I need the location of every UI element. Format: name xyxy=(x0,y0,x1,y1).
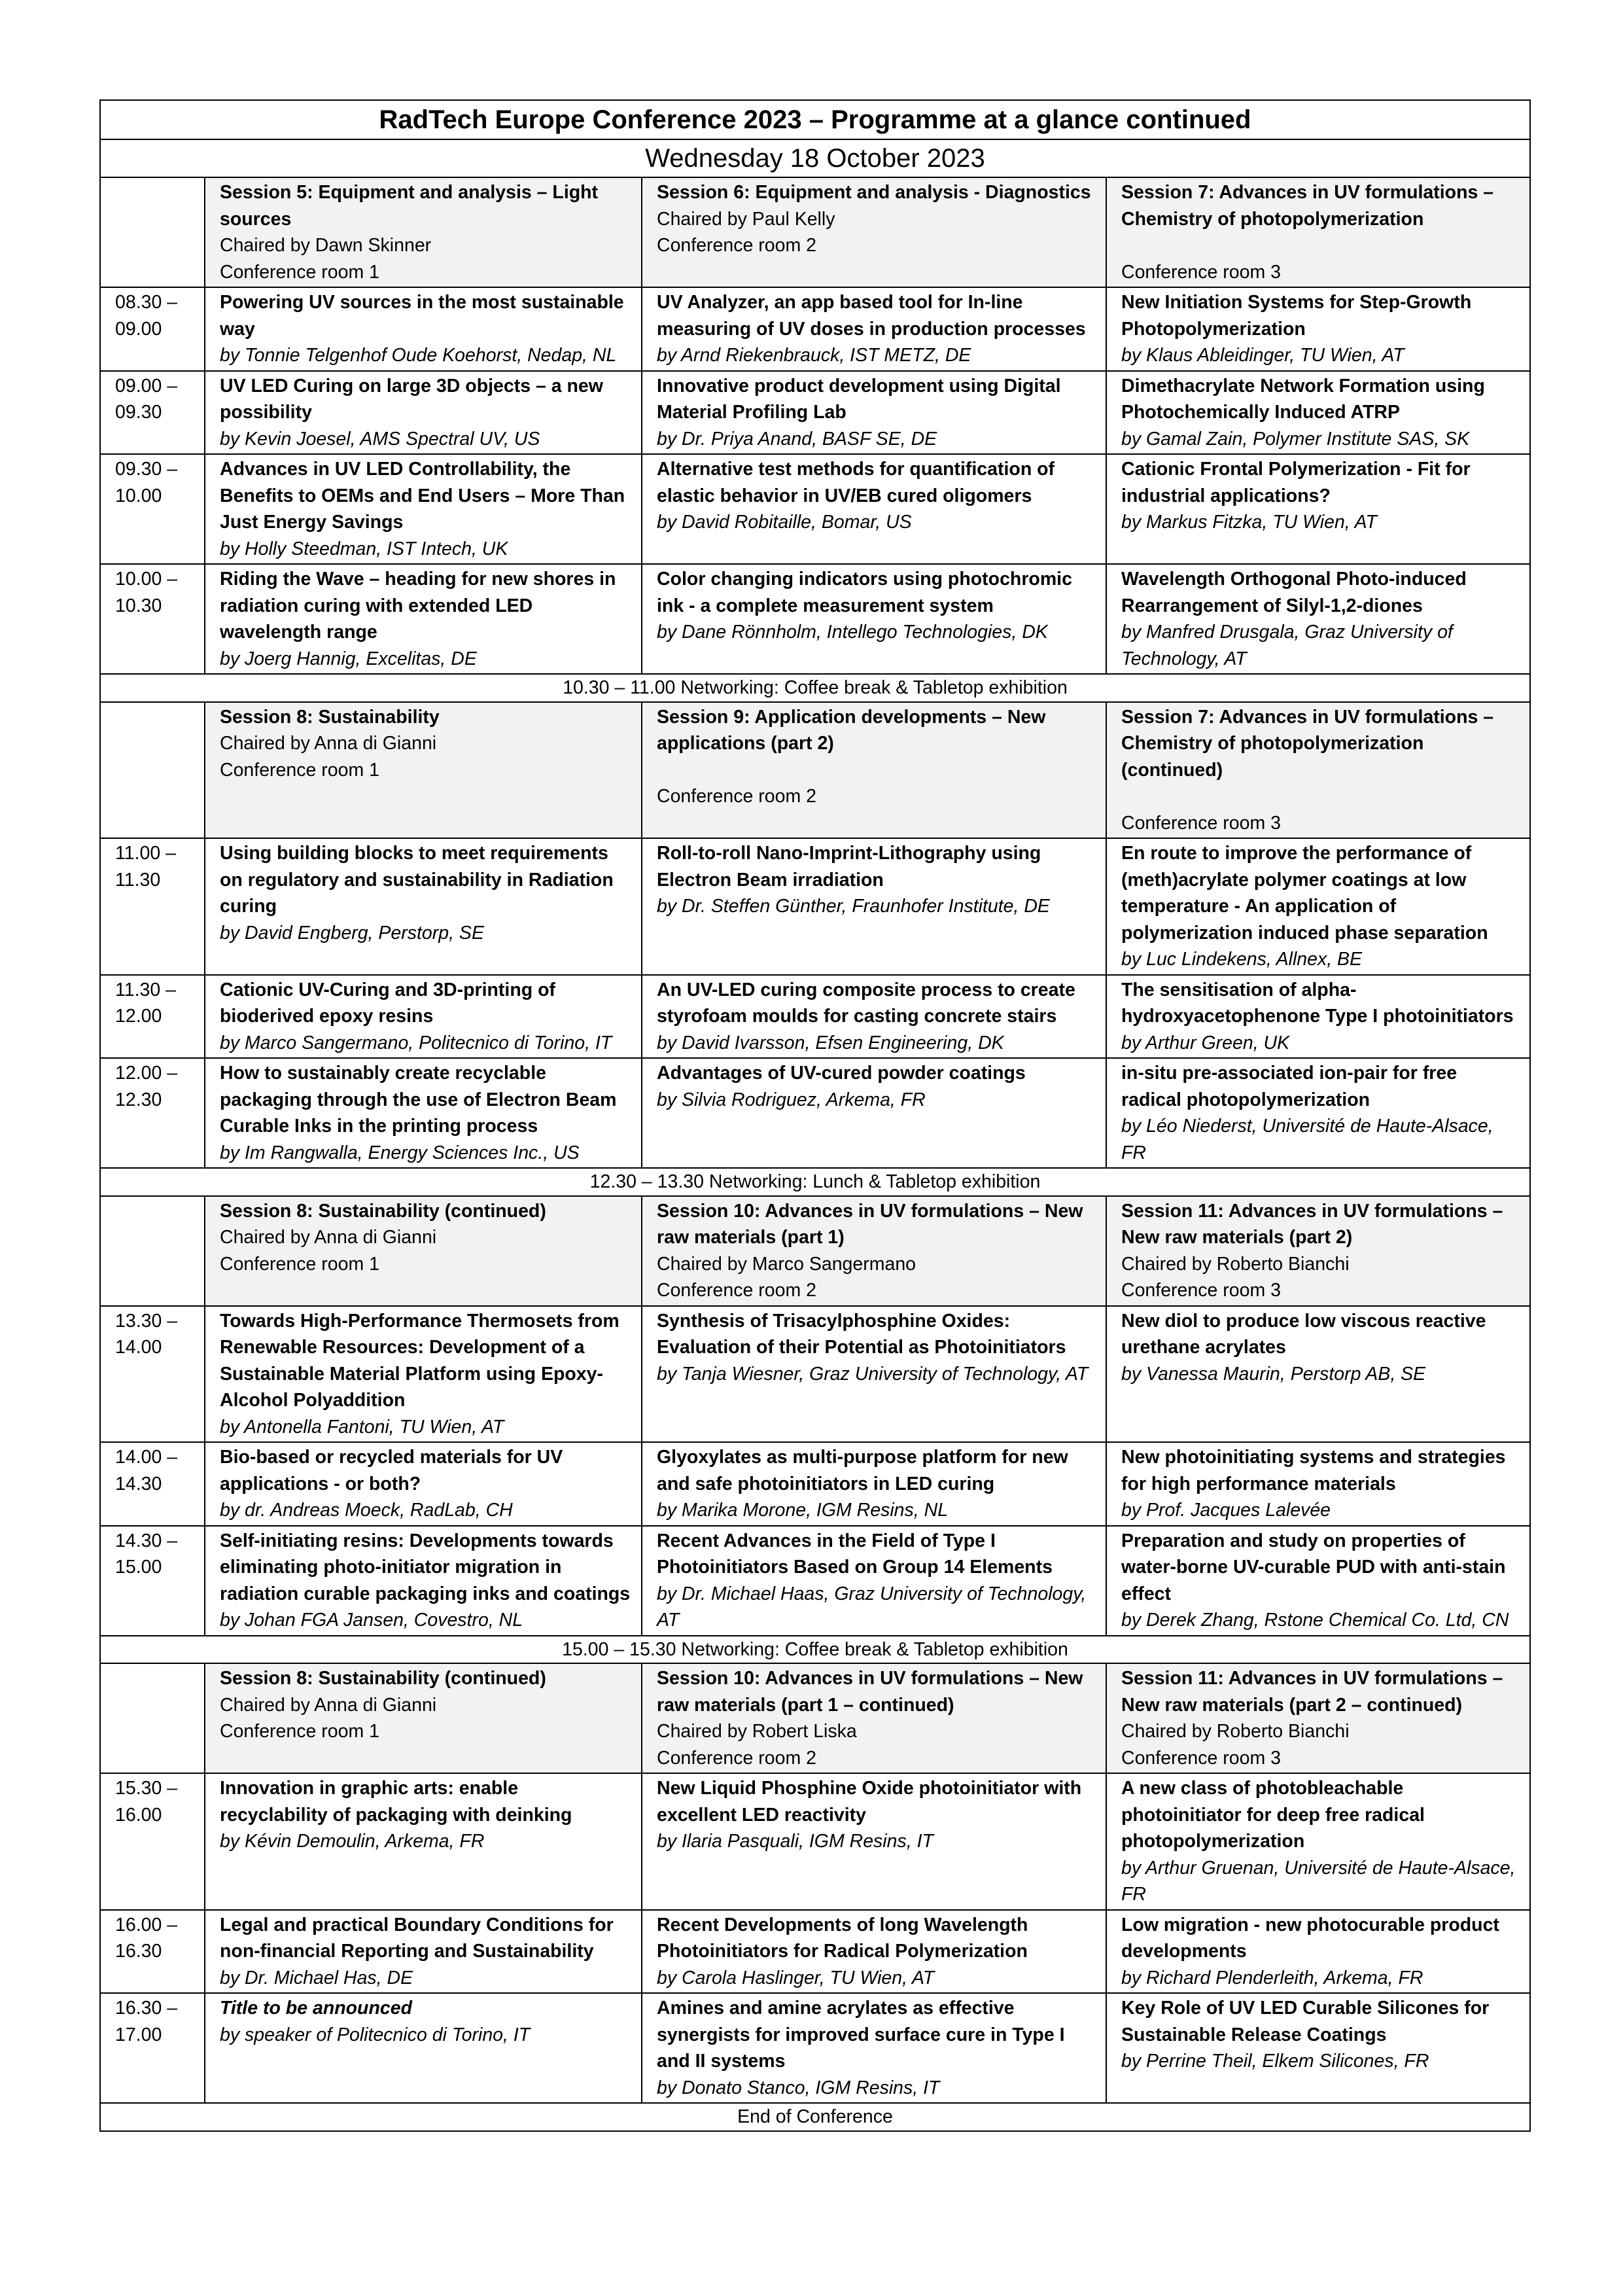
time-slot-row xyxy=(100,1526,1530,1636)
talk-title: New Liquid Phosphine Oxide photoinitiator with excellent LED reactivity xyxy=(657,1778,1082,1826)
session-header-cell xyxy=(642,177,1106,287)
talk-title: Wavelength Orthogonal Photo-induced Rearrangement of Silyl-1,2-diones xyxy=(1121,569,1467,616)
talk-title: A new class of photobleachable photoinitiator for deep free radical photopolymerization xyxy=(1121,1778,1425,1852)
session-name: Session 7: Advances in UV formulations – Chemistry of photopolymerization (continued) xyxy=(1121,706,1494,781)
talk-cell xyxy=(1106,564,1530,674)
talk-speaker: by David Engberg, Perstorp, SE xyxy=(220,922,484,944)
time-slot: 14.00 – 14.30 xyxy=(100,1442,205,1526)
talk-speaker: by Johan FGA Jansen, Covestro, NL xyxy=(220,1610,523,1631)
session-room: Conference room 1 xyxy=(220,1253,379,1275)
talk-title: UV Analyzer, an app based tool for In-line measuring of UV doses in production processes xyxy=(657,292,1086,340)
title-row xyxy=(100,100,1530,139)
talk-cell xyxy=(1106,838,1530,975)
talk-speaker: by Kévin Demoulin, Arkema, FR xyxy=(220,1831,485,1852)
talk-cell xyxy=(205,1058,642,1168)
session-room: Conference room 2 xyxy=(657,786,816,807)
talk-title: The sensitisation of alpha-hydroxyacetophenone Type I photoinitiators xyxy=(1121,979,1514,1027)
session-name: Session 8: Sustainability (continued) xyxy=(220,1668,546,1689)
talk-title: Low migration - new photocurable product developments xyxy=(1121,1914,1499,1962)
break-row xyxy=(100,1168,1530,1196)
time-slot-row xyxy=(100,1910,1530,1994)
session-header-cell xyxy=(205,702,642,839)
session-chair: Chaired by Roberto Bianchi xyxy=(1121,1721,1350,1742)
time-slot-row xyxy=(100,1773,1530,1910)
session-chair: Chaired by Dawn Skinner xyxy=(220,235,432,256)
time-slot: 11.00 – 11.30 xyxy=(100,838,205,975)
talk-cell xyxy=(1106,1442,1530,1526)
talk-speaker: by Vanessa Maurin, Perstorp AB, SE xyxy=(1121,1363,1426,1385)
talk-title: Cationic Frontal Polymerization - Fit for industrial applications? xyxy=(1121,459,1471,506)
time-slot: 09.30 – 10.00 xyxy=(100,454,205,564)
talk-cell xyxy=(1106,1910,1530,1994)
session-header-row xyxy=(100,177,1530,287)
talk-title: Amines and amine acrylates as effective synergists for improved surface cure in Type I and II systems xyxy=(657,1998,1065,2072)
time-slot: 15.30 – 16.00 xyxy=(100,1773,205,1910)
talk-title: Alternative test methods for quantification of elastic behavior in UV/EB cured oligomers xyxy=(657,459,1055,506)
talk-speaker: by David Ivarsson, Efsen Engineering, DK xyxy=(657,1032,1004,1053)
talk-title: How to sustainably create recyclable packaging through the use of Electron Beam Curable Inks in the printing process xyxy=(220,1063,617,1137)
session-header-cell xyxy=(1106,1663,1530,1773)
talk-title: Key Role of UV LED Curable Silicones for Sustainable Release Coatings xyxy=(1121,1998,1490,2045)
session-header-cell xyxy=(1106,177,1530,287)
time-cell-empty xyxy=(100,1663,205,1773)
session-room: Conference room 1 xyxy=(220,759,379,781)
talk-cell xyxy=(1106,1773,1530,1910)
time-slot-row xyxy=(100,1306,1530,1443)
session-header-cell xyxy=(205,177,642,287)
networking-break: 12.30 – 13.30 Networking: Lunch & Tabletop exhibition xyxy=(100,1168,1530,1196)
talk-cell xyxy=(1106,1058,1530,1168)
talk-title: Roll-to-roll Nano-Imprint-Lithography using Electron Beam irradiation xyxy=(657,843,1041,891)
talk-title: Legal and practical Boundary Conditions for non-financial Reporting and Sustainability xyxy=(220,1914,614,1962)
talk-title: Color changing indicators using photochromic ink - a complete measurement system xyxy=(657,569,1072,616)
break-row xyxy=(100,1636,1530,1664)
session-header-cell xyxy=(642,1196,1106,1306)
talk-speaker: by Tanja Wiesner, Graz University of Technology, AT xyxy=(657,1363,1089,1385)
programme-body xyxy=(100,100,1530,2131)
talk-speaker: by Im Rangwalla, Energy Sciences Inc., US xyxy=(220,1142,580,1163)
break-row xyxy=(100,2103,1530,2131)
talk-speaker: by Léo Niederst, Université de Haute-Alsace, FR xyxy=(1121,1116,1493,1163)
time-slot-row xyxy=(100,371,1530,455)
time-slot-row xyxy=(100,1442,1530,1526)
time-slot-row xyxy=(100,1993,1530,2103)
talk-speaker: by Luc Lindekens, Allnex, BE xyxy=(1121,949,1363,970)
talk-title: Self-initiating resins: Developments towards eliminating photo-initiator migration in radiation curable packaging inks and coatings xyxy=(220,1530,631,1604)
talk-title: Synthesis of Trisacylphosphine Oxides: Evaluation of their Potential as Photoinitiators xyxy=(657,1310,1066,1358)
session-room: Conference room 1 xyxy=(220,261,379,283)
talk-speaker: by Marika Morone, IGM Resins, NL xyxy=(657,1500,949,1521)
talk-cell xyxy=(205,1526,642,1636)
talk-speaker: by Richard Plenderleith, Arkema, FR xyxy=(1121,1967,1423,1988)
talk-title: Preparation and study on properties of water-borne UV-curable PUD with anti-stain effect xyxy=(1121,1530,1506,1604)
talk-cell xyxy=(205,1993,642,2103)
session-room: Conference room 2 xyxy=(657,1747,816,1769)
talk-title: Using building blocks to meet requirements on regulatory and sustainability in Radiation curing xyxy=(220,843,614,917)
session-chair: Chaired by Anna di Gianni xyxy=(220,1694,437,1716)
talk-title: Innovative product development using Digital Material Profiling Lab xyxy=(657,375,1061,423)
session-room: Conference room 3 xyxy=(1121,261,1281,283)
talk-title: Title to be announced xyxy=(220,1998,412,2019)
end-of-conference: End of Conference xyxy=(100,2103,1530,2131)
talk-speaker: by Donato Stanco, IGM Resins, IT xyxy=(657,2077,940,2098)
talk-title: Powering UV sources in the most sustainable way xyxy=(220,292,624,340)
time-slot-row xyxy=(100,1058,1530,1168)
session-name: Session 10: Advances in UV formulations – New raw materials (part 1 – continued) xyxy=(657,1668,1083,1716)
talk-title: Innovation in graphic arts: enable recyclability of packaging with deinking xyxy=(220,1778,572,1826)
talk-speaker: by Arthur Gruenan, Université de Haute-Alsace, FR xyxy=(1121,1857,1516,1905)
networking-break: 10.30 – 11.00 Networking: Coffee break & Tabletop exhibition xyxy=(100,674,1530,702)
session-chair: Chaired by Marco Sangermano xyxy=(657,1253,916,1275)
session-header-cell xyxy=(1106,702,1530,839)
session-chair: Chaired by Roberto Bianchi xyxy=(1121,1253,1350,1275)
talk-title: Dimethacrylate Network Formation using Photochemically Induced ATRP xyxy=(1121,375,1485,423)
session-name: Session 11: Advances in UV formulations – New raw materials (part 2 – continued) xyxy=(1121,1668,1503,1716)
time-slot-row xyxy=(100,287,1530,371)
talk-cell xyxy=(1106,1526,1530,1636)
talk-cell xyxy=(205,1910,642,1994)
session-header-cell xyxy=(642,702,1106,839)
talk-cell xyxy=(642,564,1106,674)
session-header-cell xyxy=(642,1663,1106,1773)
talk-cell xyxy=(642,454,1106,564)
talk-title: in-situ pre-associated ion-pair for free radical photopolymerization xyxy=(1121,1063,1457,1110)
talk-cell xyxy=(205,1442,642,1526)
talk-cell xyxy=(1106,1306,1530,1443)
time-cell-empty xyxy=(100,177,205,287)
session-header-cell xyxy=(205,1663,642,1773)
talk-title: New diol to produce low viscous reactive urethane acrylates xyxy=(1121,1310,1486,1358)
talk-cell xyxy=(642,1058,1106,1168)
talk-speaker: by Holly Steedman, IST Intech, UK xyxy=(220,538,508,559)
session-room: Conference room 2 xyxy=(657,235,816,256)
time-slot: 10.00 – 10.30 xyxy=(100,564,205,674)
talk-speaker: by Manfred Drusgala, Graz University of Technology, AT xyxy=(1121,622,1453,669)
talk-title: Bio-based or recycled materials for UV applications - or both? xyxy=(220,1447,563,1494)
talk-title: UV LED Curing on large 3D objects – a new possibility xyxy=(220,375,603,423)
talk-speaker: by Dane Rönnholm, Intellego Technologies, DK xyxy=(657,622,1048,643)
session-header-cell xyxy=(205,1196,642,1306)
talk-cell xyxy=(642,1306,1106,1443)
talk-cell xyxy=(642,287,1106,371)
talk-cell xyxy=(1106,454,1530,564)
session-room: Conference room 3 xyxy=(1121,1747,1281,1769)
session-name: Session 5: Equipment and analysis – Light sources xyxy=(220,182,599,230)
talk-cell xyxy=(642,1993,1106,2103)
session-header-row xyxy=(100,1196,1530,1306)
session-room: Conference room 3 xyxy=(1121,1280,1281,1301)
time-slot-row xyxy=(100,975,1530,1059)
talk-cell xyxy=(642,1773,1106,1910)
talk-cell xyxy=(205,287,642,371)
session-name: Session 6: Equipment and analysis - Diagnostics xyxy=(657,182,1091,203)
talk-cell xyxy=(642,1526,1106,1636)
page-title: RadTech Europe Conference 2023 – Programme at a glance continued xyxy=(100,100,1530,139)
time-slot: 13.30 – 14.00 xyxy=(100,1306,205,1443)
day-heading: Wednesday 18 October 2023 xyxy=(100,139,1530,177)
networking-break: 15.00 – 15.30 Networking: Coffee break & Tabletop exhibition xyxy=(100,1636,1530,1664)
talk-speaker: by Klaus Ableidinger, TU Wien, AT xyxy=(1121,345,1405,366)
talk-cell xyxy=(205,454,642,564)
talk-speaker: by Prof. Jacques Lalevée xyxy=(1121,1500,1331,1521)
session-header-row xyxy=(100,1663,1530,1773)
talk-speaker: by Dr. Michael Haas, Graz University of Technology, AT xyxy=(657,1583,1087,1631)
talk-title: Cationic UV-Curing and 3D-printing of bioderived epoxy resins xyxy=(220,979,555,1027)
time-slot: 11.30 – 12.00 xyxy=(100,975,205,1059)
talk-cell xyxy=(205,1773,642,1910)
chair-spacer xyxy=(1121,783,1519,810)
talk-title: Recent Advances in the Field of Type I Photoinitiators Based on Group 14 Elements xyxy=(657,1530,1053,1578)
talk-cell xyxy=(205,564,642,674)
time-slot: 16.00 – 16.30 xyxy=(100,1910,205,1994)
talk-speaker: by Derek Zhang, Rstone Chemical Co. Ltd, CN xyxy=(1121,1610,1509,1631)
session-chair: Chaired by Anna di Gianni xyxy=(220,1227,437,1248)
talk-cell xyxy=(1106,1993,1530,2103)
time-slot: 14.30 – 15.00 xyxy=(100,1526,205,1636)
session-header-row xyxy=(100,702,1530,839)
talk-speaker: by Marco Sangermano, Politecnico di Torino, IT xyxy=(220,1032,612,1053)
talk-title: An UV-LED curing composite process to create styrofoam moulds for casting concrete stairs xyxy=(657,979,1075,1027)
session-name: Session 11: Advances in UV formulations – New raw materials (part 2) xyxy=(1121,1200,1503,1248)
talk-title: Glyoxylates as multi-purpose platform for new and safe photoinitiators in LED curing xyxy=(657,1447,1068,1494)
talk-speaker: by Silvia Rodriguez, Arkema, FR xyxy=(657,1089,926,1110)
time-slot-row xyxy=(100,838,1530,975)
session-chair: Chaired by Paul Kelly xyxy=(657,208,835,230)
talk-speaker: by Antonella Fantoni, TU Wien, AT xyxy=(220,1416,504,1438)
talk-cell xyxy=(205,838,642,975)
talk-cell xyxy=(642,1442,1106,1526)
talk-speaker: by Dr. Priya Anand, BASF SE, DE xyxy=(657,428,937,450)
talk-title: Recent Developments of long Wavelength Photoinitiators for Radical Polymerization xyxy=(657,1914,1028,1962)
session-name: Session 8: Sustainability (continued) xyxy=(220,1200,546,1222)
talk-speaker: by Markus Fitzka, TU Wien, AT xyxy=(1121,512,1377,533)
session-name: Session 7: Advances in UV formulations – Chemistry of photopolymerization xyxy=(1121,182,1494,230)
talk-speaker: by Kevin Joesel, AMS Spectral UV, US xyxy=(220,428,540,450)
talk-speaker: by Joerg Hannig, Excelitas, DE xyxy=(220,648,477,669)
chair-spacer xyxy=(657,757,1095,784)
time-cell-empty xyxy=(100,1196,205,1306)
session-name: Session 10: Advances in UV formulations – New raw materials (part 1) xyxy=(657,1200,1083,1248)
talk-title: En route to improve the performance of (meth)acrylate polymer coatings at low temperature - An application of polymerization induced phase separation xyxy=(1121,843,1488,944)
talk-speaker: by Perrine Theil, Elkem Silicones, FR xyxy=(1121,2051,1429,2072)
session-room: Conference room 2 xyxy=(657,1280,816,1301)
talk-cell xyxy=(642,371,1106,455)
talk-speaker: by David Robitaille, Bomar, US xyxy=(657,512,912,533)
talk-speaker: by Tonnie Telgenhof Oude Koehorst, Nedap, NL xyxy=(220,345,617,366)
talk-cell xyxy=(205,371,642,455)
time-cell-empty xyxy=(100,702,205,839)
talk-speaker: by Carola Haslinger, TU Wien, AT xyxy=(657,1967,935,1988)
day-row xyxy=(100,139,1530,177)
chair-spacer xyxy=(1121,232,1519,259)
talk-speaker: by Ilaria Pasquali, IGM Resins, IT xyxy=(657,1831,934,1852)
talk-cell xyxy=(205,1306,642,1443)
talk-cell xyxy=(1106,287,1530,371)
talk-cell xyxy=(642,838,1106,975)
talk-cell xyxy=(205,975,642,1059)
time-slot-row xyxy=(100,564,1530,674)
talk-cell xyxy=(1106,371,1530,455)
talk-title: New photoinitiating systems and strategies for high performance materials xyxy=(1121,1447,1506,1494)
talk-cell xyxy=(642,1910,1106,1994)
talk-title: Advances in UV LED Controllability, the Benefits to OEMs and End Users – More Than Just Energy Savings xyxy=(220,459,625,533)
talk-speaker: by Arnd Riekenbrauck, IST METZ, DE xyxy=(657,345,971,366)
time-slot: 12.00 – 12.30 xyxy=(100,1058,205,1168)
session-chair: Chaired by Robert Liska xyxy=(657,1721,857,1742)
programme-table xyxy=(99,99,1531,2132)
talk-speaker: by Arthur Green, UK xyxy=(1121,1032,1290,1053)
talk-title: Towards High-Performance Thermosets from Renewable Resources: Development of a Sustainable Material Platform using Epoxy-Alcohol Polyaddition xyxy=(220,1310,620,1411)
talk-title: Advantages of UV-cured powder coatings xyxy=(657,1063,1026,1084)
time-slot: 09.00 – 09.30 xyxy=(100,371,205,455)
session-room: Conference room 1 xyxy=(220,1721,379,1742)
session-name: Session 9: Application developments – New applications (part 2) xyxy=(657,706,1046,754)
talk-title: Riding the Wave – heading for new shores in radiation curing with extended LED wavelength range xyxy=(220,569,616,643)
session-room: Conference room 3 xyxy=(1121,812,1281,834)
time-slot: 08.30 – 09.00 xyxy=(100,287,205,371)
talk-title: New Initiation Systems for Step-Growth Photopolymerization xyxy=(1121,292,1472,340)
session-name: Session 8: Sustainability xyxy=(220,706,440,728)
session-chair: Chaired by Anna di Gianni xyxy=(220,733,437,754)
talk-speaker: by Dr. Steffen Günther, Fraunhofer Institute, DE xyxy=(657,896,1050,917)
talk-speaker: by dr. Andreas Moeck, RadLab, CH xyxy=(220,1500,513,1521)
session-header-cell xyxy=(1106,1196,1530,1306)
time-slot-row xyxy=(100,454,1530,564)
time-slot: 16.30 – 17.00 xyxy=(100,1993,205,2103)
talk-speaker: by Dr. Michael Has, DE xyxy=(220,1967,413,1988)
talk-cell xyxy=(1106,975,1530,1059)
talk-speaker: by speaker of Politecnico di Torino, IT xyxy=(220,2024,531,2045)
talk-cell xyxy=(642,975,1106,1059)
talk-speaker: by Gamal Zain, Polymer Institute SAS, SK xyxy=(1121,428,1470,450)
break-row xyxy=(100,674,1530,702)
